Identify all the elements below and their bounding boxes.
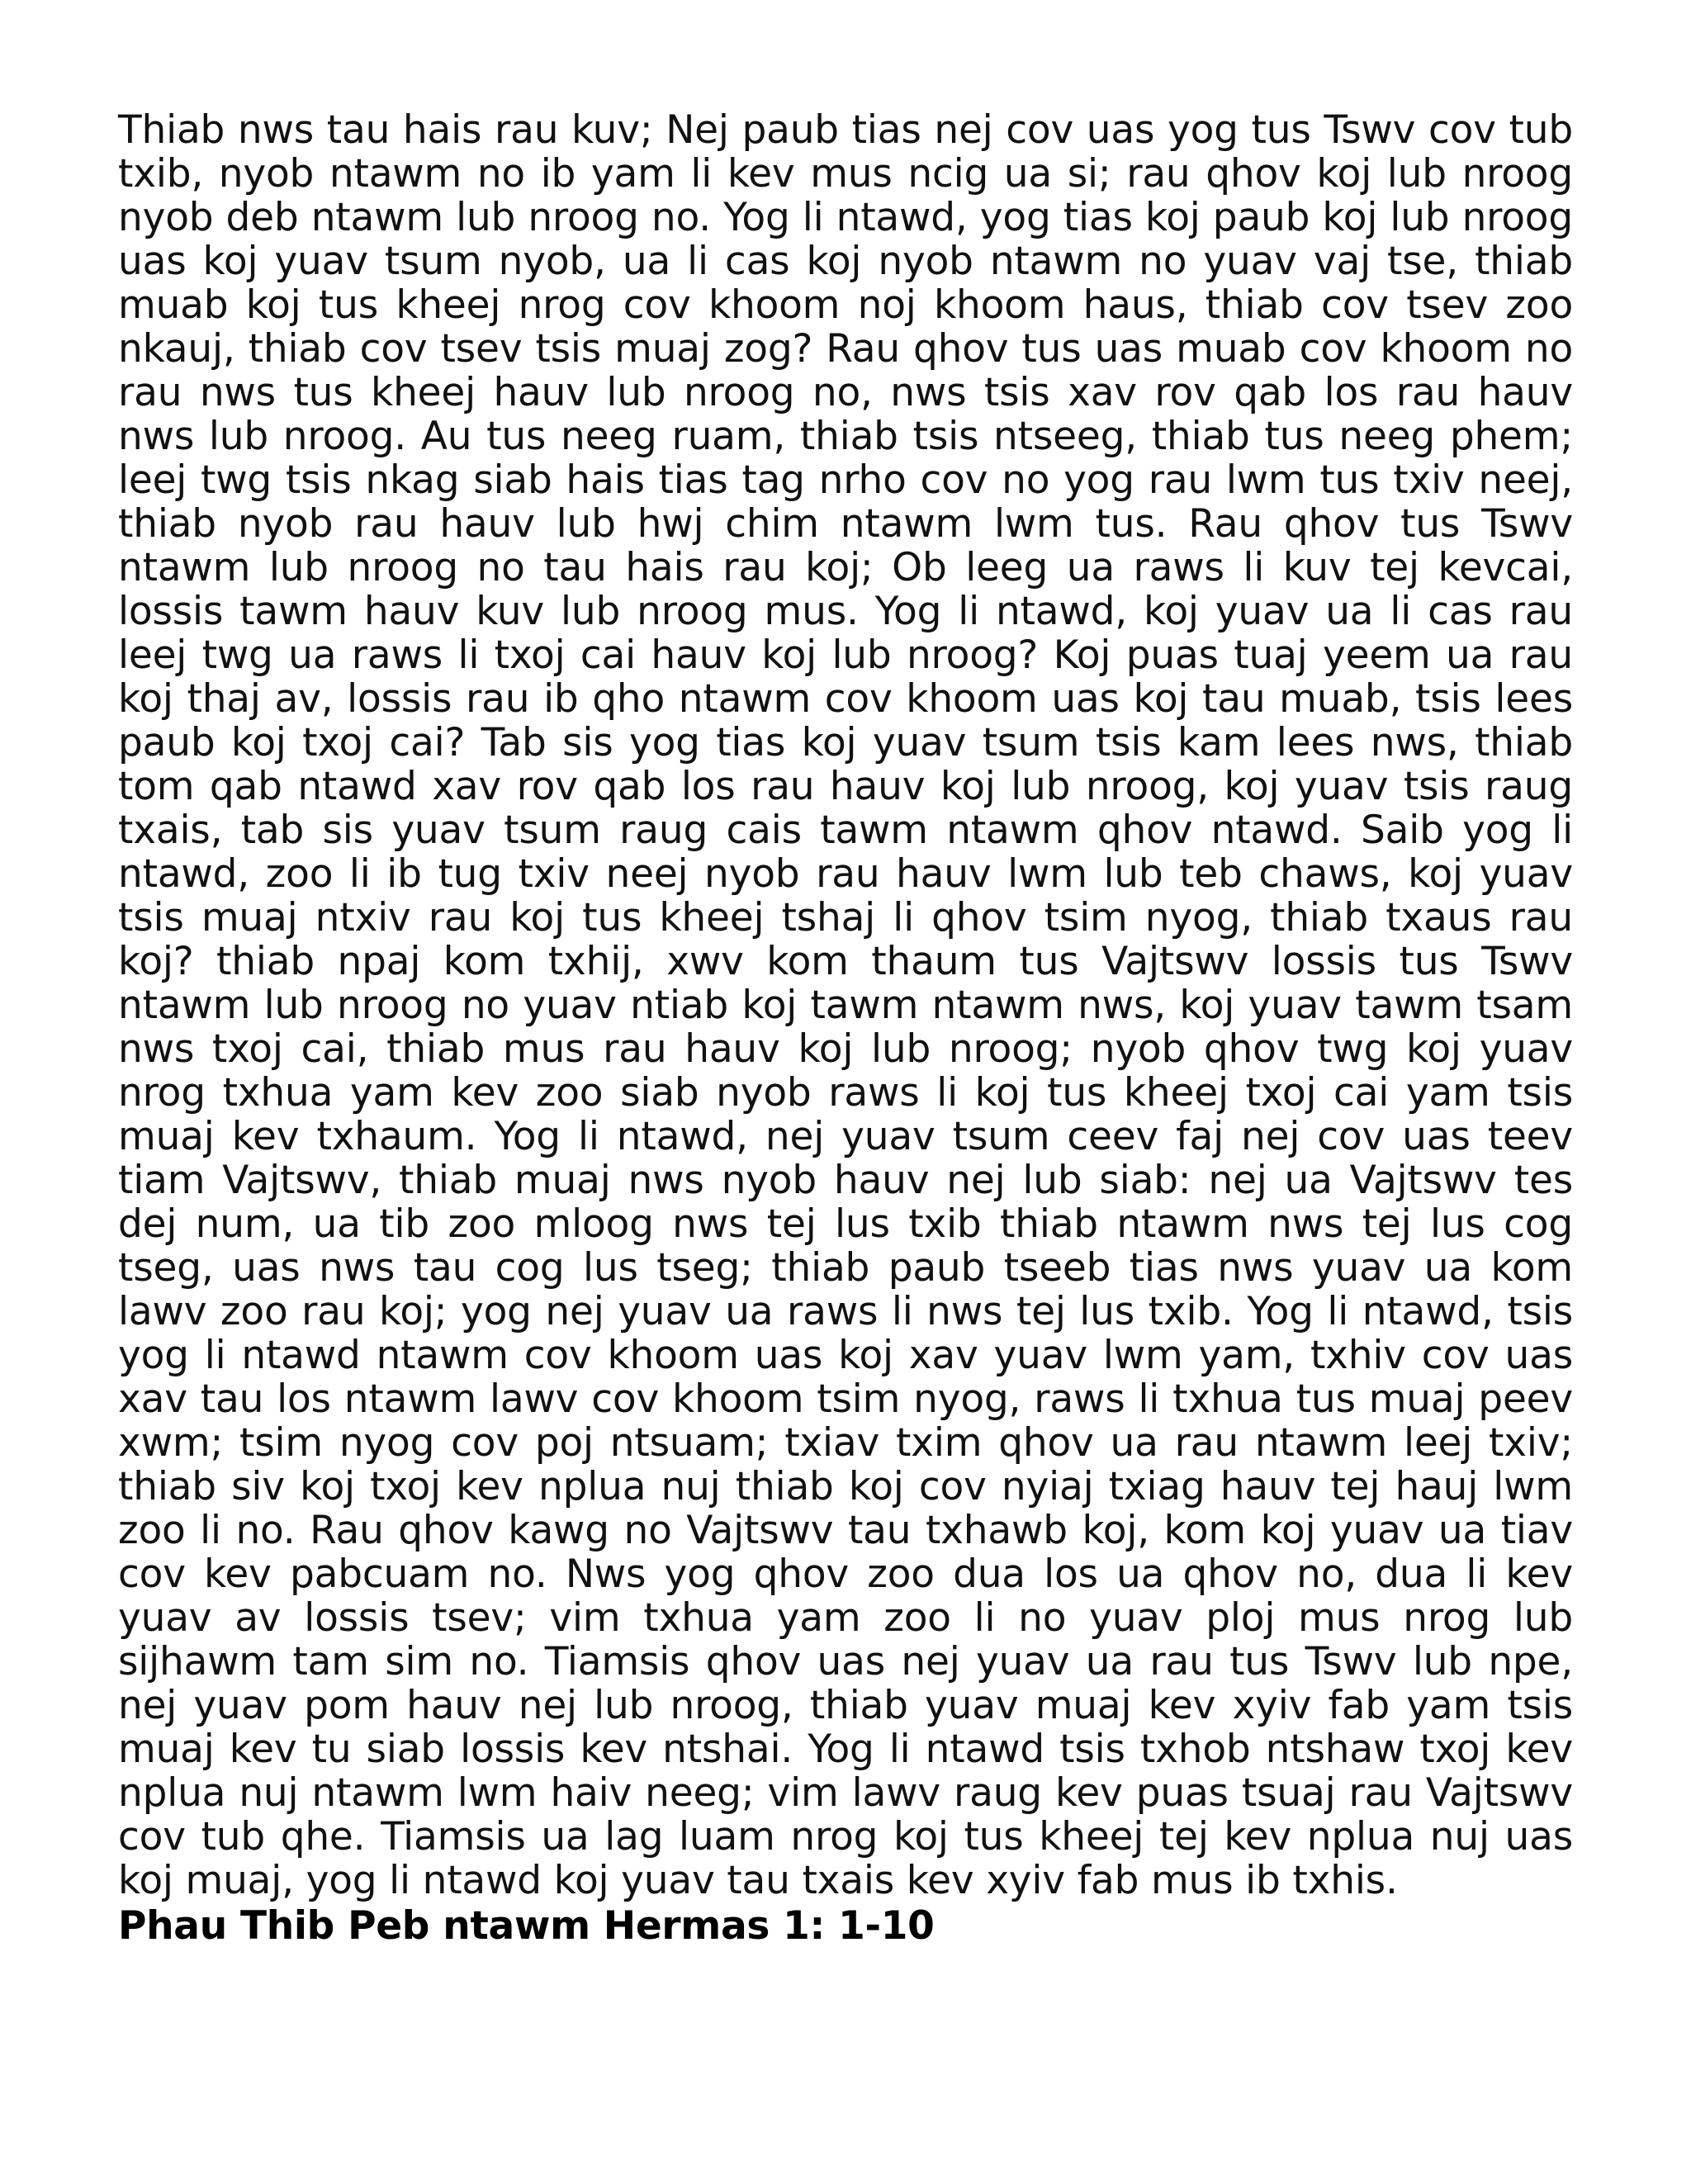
body-paragraph: Thiab nws tau hais rau kuv; Nej paub tias nej cov uas yog tus Tswv cov tub txib, nyob ntawm no ib yam li kev mus ncig ua si; rau qhov koj lub nroog nyob deb ntawm lub nroog no. Yog li ntawd, yog tias koj paub koj lub nroog uas koj yuav tsum nyob, ua li cas koj nyob ntawm no yuav vaj tse, thiab muab koj tus kheej nrog cov khoom noj khoom haus, thiab cov tsev zoo nkauj, thiab cov tsev tsis muaj zog? Rau qhov tus uas muab cov khoom no rau nws tus kheej hauv lub nroog no, nws tsis xav rov qab los rau hauv nws lub nroog. Au tus neeg ruam, thiab tsis ntseeg, thiab tus neeg phem; leej twg tsis nkag siab hais tias tag nrho cov no yog rau lwm tus txiv neej, thiab nyob rau hauv lub hwj chim ntawm lwm tus. Rau qhov tus Tswv ntawm lub nroog no tau hais rau koj; Ob leeg ua raws li kuv tej kevcai, lossis tawm hauv kuv lub nroog mus. Yog li ntawd, koj yuav ua li cas rau leej twg ua raws li txoj cai hauv koj lub nroog? Koj puas tuaj yeem ua rau koj thaj av, lossis rau ib qho ntawm cov khoom uas koj tau muab, tsis lees paub koj txoj cai? Tab sis yog tias koj yuav tsum tsis kam lees nws, thiab tom qab ntawd xav rov qab los rau hauv koj lub nroog, koj yuav tsis raug txais, tab sis yuav tsum raug cais tawm ntawm qhov ntawd. Saib yog li ntawd, zoo li ib tug txiv neej nyob rau hauv lwm lub teb chaws, koj yuav tsis muaj ntxiv rau koj tus kheej tshaj li qhov tsim nyog, thiab txaus rau koj? thiab npaj kom txhij, xwv kom thaum tus Vajtswv lossis tus Tswv ntawm lub nroog no yuav ntiab koj tawm ntawm nws, koj yuav tawm tsam nws txoj cai, thiab mus rau hauv koj lub nroog; nyob qhov twg koj yuav nrog txhua yam kev zoo siab nyob raws li koj tus kheej txoj cai yam tsis muaj kev txhaum. Yog li ntawd, nej yuav tsum ceev faj nej cov uas teev tiam Vajtswv, thiab muaj nws nyob hauv nej lub siab: nej ua Vajtswv tes dej num, ua tib zoo mloog nws tej lus txib thiab ntawm nws tej lus cog tseg, uas nws tau cog lus tseg; thiab paub tseeb tias nws yuav ua kom lawv zoo rau koj; yog nej yuav ua raws li nws tej lus txib. Yog li ntawd, tsis yog li ntawd ntawm cov khoom uas koj xav yuav lwm yam, txhiv cov uas xav tau los ntawm lawv cov khoom tsim nyog, raws li txhua tus muaj peev xwm; tsim nyog cov poj ntsuam; txiav txim qhov ua rau ntawm leej txiv; thiab siv koj txoj kev nplua nuj thiab koj cov nyiaj txiag hauv tej hauj lwm zoo li no. Rau qhov kawg no Vajtswv tau txhawb koj, kom koj yuav ua tiav cov kev pabcuam no. Nws yog qhov zoo dua los ua qhov no, dua li kev yuav av lossis tsev; vim txhua yam zoo li no yuav ploj mus nrog lub sijhawm tam sim no. Tiamsis qhov uas nej yuav ua rau tus Tswv lub npe, nej yuav pom hauv nej lub nroog, thiab yuav muaj kev xyiv fab yam tsis muaj kev tu siab lossis kev ntshai. Yog li ntawd tsis txhob ntshaw txoj kev nplua nuj ntawm lwm haiv neeg; vim lawv raug kev puas tsuaj rau Vajtswv cov tub qhe. Tiamsis ua lag luam nrog koj tus kheej tej kev nplua nuj uas koj muaj, yog li ntawd koj yuav tau txais kev xyiv fab mus ib txhis. xyxy=(118,107,1573,1903)
scripture-citation: Phau Thib Peb ntawm Hermas 1: 1-10 xyxy=(118,1903,935,1949)
document-page xyxy=(118,108,1573,1950)
